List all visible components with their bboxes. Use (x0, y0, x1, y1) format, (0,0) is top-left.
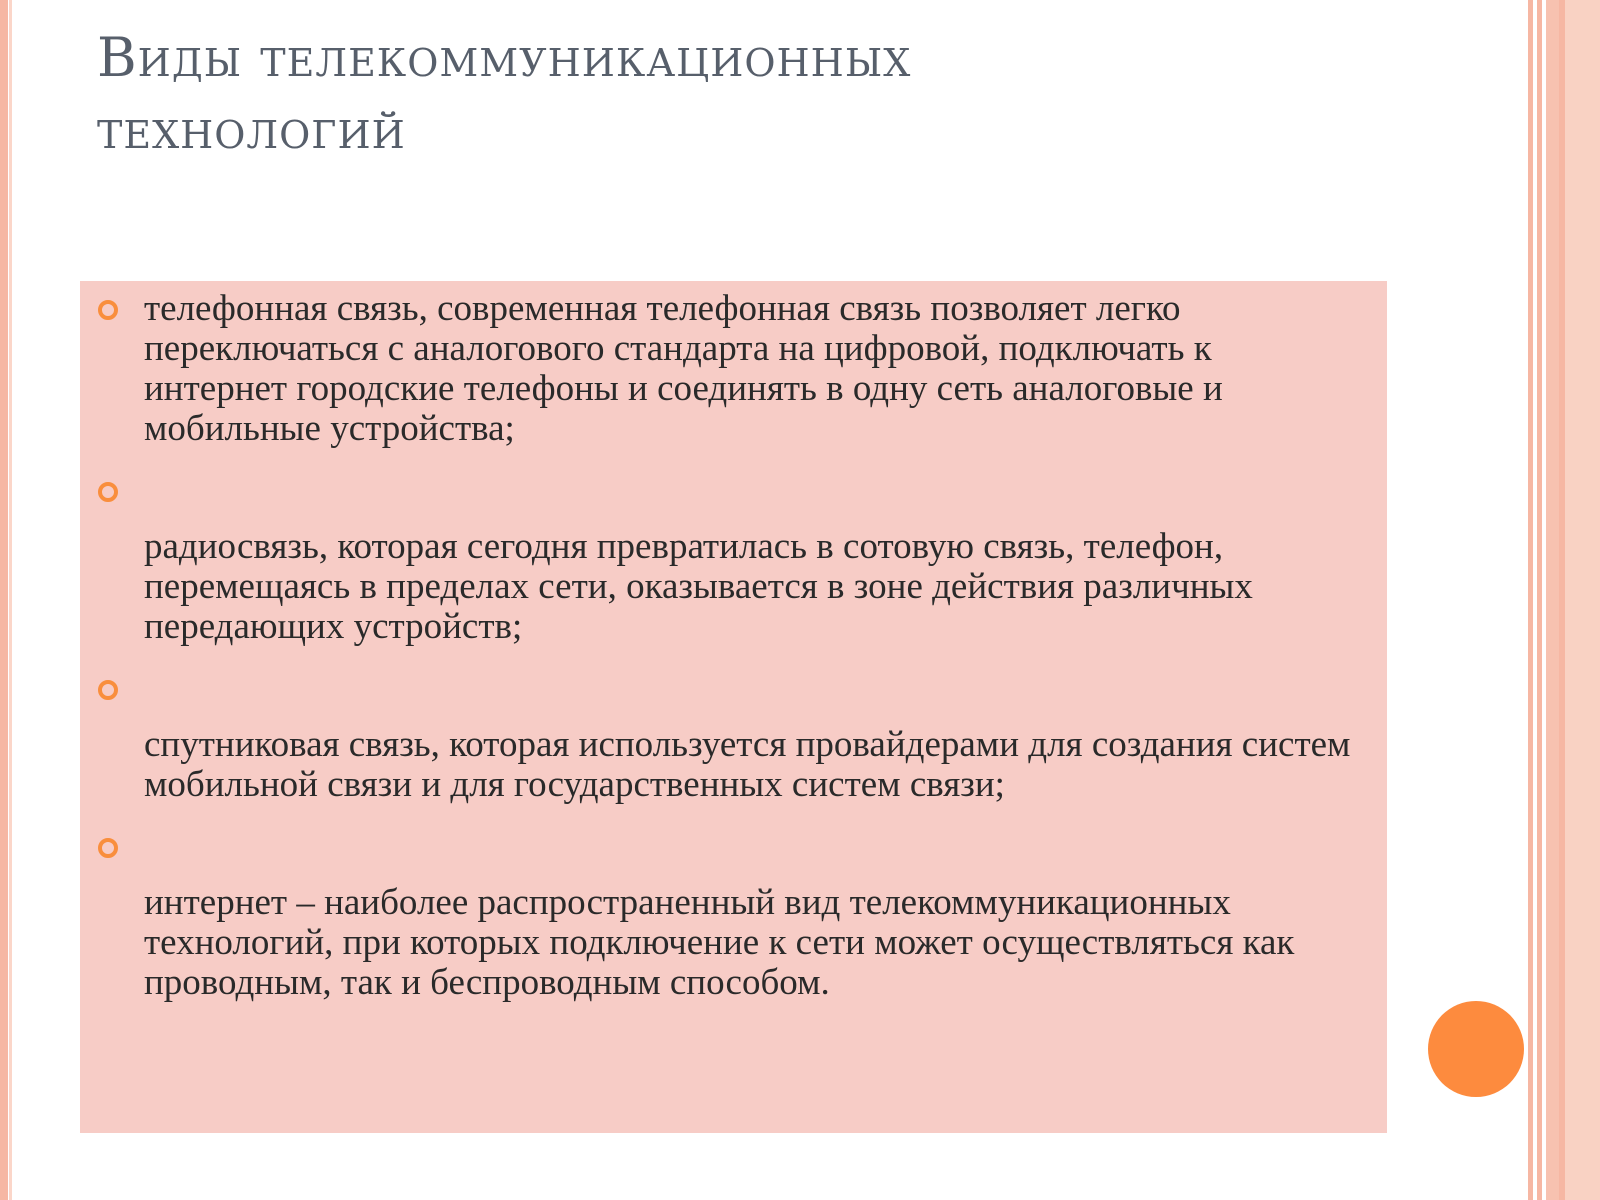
bullet-text: интернет – наиболее распространенный вид телекоммуникационных технологий, при которых подключение к сети может осуществляться как проводным, так и беспроводным способом. (144, 882, 1295, 1003)
left-frame-stripe-inner (9, 0, 12, 1200)
bullet-list (80, 289, 1387, 1025)
right-frame-stripe (1528, 0, 1533, 1200)
left-frame-stripe (0, 0, 8, 1200)
hollow-circle-bullet-icon (98, 300, 118, 320)
bullet-text: телефонная связь, современная телефонная связь позволяет легко переключаться с аналогового стандарта на цифровой, подключать к интернет городские телефоны и соединять в одну сеть аналоговые и мобильные устройства; (144, 288, 1223, 449)
hollow-circle-bullet-icon (98, 482, 118, 502)
content-box (80, 281, 1387, 1133)
right-frame-stripe (1546, 0, 1559, 1200)
bullet-item-satellite (80, 669, 1387, 805)
slide-title-line-2: технологий (97, 98, 406, 161)
bullet-item-internet (80, 827, 1387, 1003)
slide-title (97, 22, 1397, 166)
hollow-circle-bullet-icon (98, 838, 118, 858)
right-frame-stripe (1537, 0, 1542, 1200)
bullet-item-radio (80, 471, 1387, 647)
bullet-text: спутниковая связь, которая используется провайдерами для создания систем мобильной связи и для государственных систем связи; (144, 724, 1351, 805)
bullet-item-telephone (80, 289, 1387, 449)
slide-title-line-1: Виды телекоммуникационных (97, 26, 912, 89)
hollow-circle-bullet-icon (98, 680, 118, 700)
orange-circle-decoration (1428, 1001, 1524, 1097)
right-frame-stripe (1565, 0, 1600, 1200)
bullet-text: радиосвязь, которая сегодня превратилась в сотовую связь, телефон, перемещаясь в пределах сети, оказывается в зоне действия различных передающих устройств; (144, 526, 1253, 647)
